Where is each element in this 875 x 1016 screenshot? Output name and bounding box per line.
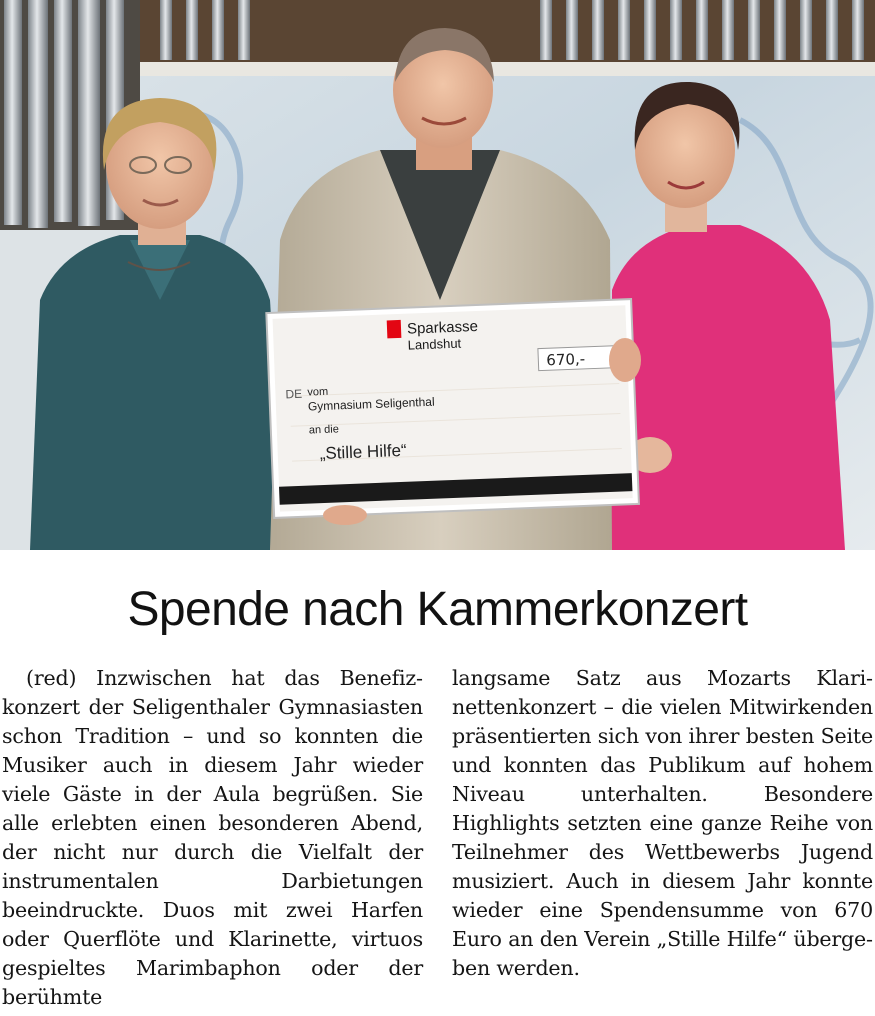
article-column-left: [2, 664, 423, 1012]
article-column-right: [452, 664, 873, 983]
cheque-prefix: DE: [285, 386, 303, 402]
cheque-to: „Stille Hilfe“: [319, 440, 407, 464]
cheque-from: Gymnasium Seligenthal: [307, 394, 435, 414]
cheque-bank-city: Landshut: [407, 335, 462, 353]
cheque-to-label: an die: [308, 423, 340, 437]
donation-cheque: [266, 299, 639, 518]
article-text-right: langsame Satz aus Mozarts Klarinettenkonzert – die vielen Mitwirkenden präsentierten sich von ihrer besten Seite und konnten das Publikum auf hohem Niveau unterhalten. Besondere Highlights setzten eine ganze Reihe von Teilnehmer des Wettbewerbs Jugend musiziert. Auch in diesem Jahr konnte wieder eine Spendensumme von 670 Euro an den Verein „Stille Hilfe“ übergeben werden.: [452, 666, 873, 980]
article-headline: Spende nach Kammerkonzert: [127, 583, 748, 636]
cheque-bank: Sparkasse: [406, 317, 479, 338]
cheque-amount: 670,-: [546, 349, 586, 370]
article-text-left: (red) Inzwischen hat das Benefizkonzert der Seligenthaler Gymnasiasten schon Tradition – und so konnten die Musiker auch in diesem Jahr wieder viele Gäste in der Aula begrüßen. Sie alle erlebten einen besonderen Abend, der nicht nur durch die Vielfalt der instrumentalen Darbietungen beeindruckte. Duos mit zwei Harfen oder Querflöte und Klarinette, virtuos gespieltes Marimbaphon oder der berühmte: [2, 666, 423, 1009]
cheque-from-label: vom: [307, 385, 329, 399]
